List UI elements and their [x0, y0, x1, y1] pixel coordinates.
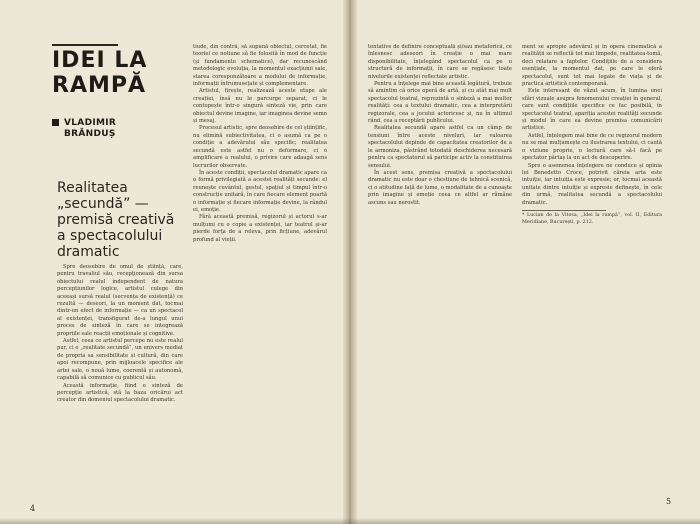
section-title-line2: RAMPĂ — [52, 73, 147, 98]
paragraph: Fără această premisă, regizorul și actorul s-ar mulțumi cu o copie a existenței, iar teatrul și-ar pierde forța de a releva, prin ficțiune, adevărul profund al vieții. — [193, 214, 327, 243]
page-number-left: 4 — [30, 504, 36, 513]
paragraph: tiude, din contră, să supună obiectul, cercetat, fie teoriei ce notiune să fie folosită în mod de funcție (și fundamente schematice), dar recunoscând metodologic evoluția, la momentul exacțiunii sale, starea corespunzătoare a modului de informație, informații înfrumusețate și complementare. — [193, 44, 327, 88]
paragraph: Procesul artistic, spre deosebire de cel științific, nu elimină subiectivitatea, ci o asumă ca pe o condiție a adevărului său specific; realitatea secundă este astfel nu o deformare, ci o amplificare a realului, o privire care adaugă sens lucrurilor observate. — [193, 125, 327, 169]
page-number-right: 5 — [666, 497, 672, 506]
article-title-line: premisă creativă — [57, 212, 175, 228]
article-title-line: Realitatea — [57, 180, 128, 196]
paragraph: Spre o asemenea înțelegere ne conduce și opinia lui Benedetto Croce, potrivit căreia arta este intuiție, iar intuiția este expresie; or, tocmai această unitate dintre intuiție și expresie definește, în cele din urmă, realitatea secundă a spectacolului dramatic. — [522, 162, 662, 206]
paragraph: Realitatea secundă apare astfel ca un câmp de tensiuni între aceste niveluri, iar valoarea spectacolului depinde de capacitatea creatorilor de a le armoniza, păstrând totodată deschiderea necesară pentru ca spectatorul să participe activ la constituirea sensului. — [368, 125, 512, 169]
paragraph: Este interesant de văzut acum, în lumina unei stări vizuale asupra fenomenului creației în general, care sunt condițiile specifice ce fac posibilă, în spectacolul teatral, apariția acestei realități secunde și modul în care ea devine premisa comunicării artistice. — [522, 88, 662, 132]
right-column-b — [522, 44, 662, 498]
left-column-a — [57, 264, 183, 498]
paragraph: ment se apropie adevărul și în opera cinematică a realității se reflectă tot mai limpede, realitatea-tomă, deci relatare a faptelor. Condițiile de a considera esențiale, la momentul dat, pe care le oferă spectacolul, sunt tot mai legate de viața și de practica artistică contemporană. — [522, 44, 662, 88]
book-gutter — [343, 0, 357, 524]
author-last-name: BRĂNDUȘ — [64, 129, 116, 139]
page-edge-shadow — [0, 518, 700, 524]
article-title-line: „secundă” — — [57, 196, 149, 212]
footnote-rule — [522, 210, 606, 211]
left-page — [0, 0, 348, 524]
right-column-a — [368, 44, 512, 498]
paragraph: Spre deosebire de omul de știință, care, pentru travaliul său, recepționează din sursa obiectului realul independent de natura percepțiunilor logice, artistul culege din aceeași sursă realul (secvența de existență) ce rezultă — deseori, la un moment dat, tocmai dintr-un efect de informație — ca un spectacol al existenței, transfigurat de-a lungul unui proces de sinteză în care se integrează propriile sale reacții emoționale și cognitive. — [57, 264, 183, 337]
author-byline — [52, 118, 116, 140]
article-title — [57, 180, 207, 260]
byline-square-icon — [52, 119, 59, 126]
paragraph: În acest sens, premisa creativă a spectacolului dramatic nu este doar o chestiune de tehnică scenică, ci o atitudine față de lume, o modalitate de a cunoaște prin imagine și emoție ceea ce altfel ar rămâne ascuns sau nerostit. — [368, 169, 512, 206]
footnote: * Lucian de la Vitosa, „Idei la rampă”, vol. II, Editura Meridiane, București, p. 212. — [522, 212, 662, 225]
paragraph: Artistul, firește, realizează aceste etape ale creației, însă nu le parcurge separat, ci le contopește într-o singură sinteză vie, prin care obiectul devine imagine, iar imaginea devine semn și mesaj. — [193, 88, 327, 125]
article-title-line: dramatic — [57, 244, 120, 260]
paragraph: Astfel, înțelegem mai bine de ce regizorul modern nu se mai mulțumește cu ilustrarea textului, ci caută o viziune proprie, o lectură care să-l facă pe spectator părtaș la un act de descoperire. — [522, 132, 662, 162]
paragraph: tentative de definire conceptuală și/sau metaforică, ce înlesnesc adeseori în creație o mai mare disponibilitate, înțelegând spectacolul ca pe o structură de informații, în care se regăsesc toate nivelurile existenței reflectate artistic. — [368, 44, 512, 80]
section-title-line1: IDEI LA — [52, 48, 148, 73]
left-column-b — [193, 44, 327, 498]
paragraph: Pentru a înțelege mai bine această legătură, trebuie să amintim că orice operă de artă, și cu atât mai mult spectacolul teatral, reprezintă o sinteză a mai multor realități: cea a textului dramatic, cea a interpretării regizorale, cea a jocului actoricesc și, nu în ultimul rând, cea a receptării publicului. — [368, 81, 512, 125]
paragraph: Această informație, fiind o sinteză de percepție artistică, stă la baza oricărui act creator din domeniul spectacolului dramatic. — [57, 382, 183, 404]
header-rule — [52, 44, 118, 46]
paragraph: Astfel, ceea ce artistul percepe nu este realul pur, ci o „realitate secundă”, un univers mediat de propria sa sensibilitate și cultură, din care apoi recompune, prin mijloacele specifice ale artei sale, o nouă lume, coerentă și autonomă, capabilă să comunice cu publicul său. — [57, 338, 183, 382]
section-header — [52, 44, 148, 98]
right-page — [352, 0, 700, 524]
article-title-line: a spectacolului — [57, 228, 163, 244]
author-first-name: VLADIMIR — [64, 118, 117, 128]
paragraph: În aceste condiții, spectacolul dramatic apare ca o formă privilegiată a acestei realități secunde: el reunește cuvântul, gestul, spațiul și timpul într-o construcție unitară, în care fiecare element poartă o informație și fiecare informație devine, la rândul ei, emoție. — [193, 169, 327, 213]
